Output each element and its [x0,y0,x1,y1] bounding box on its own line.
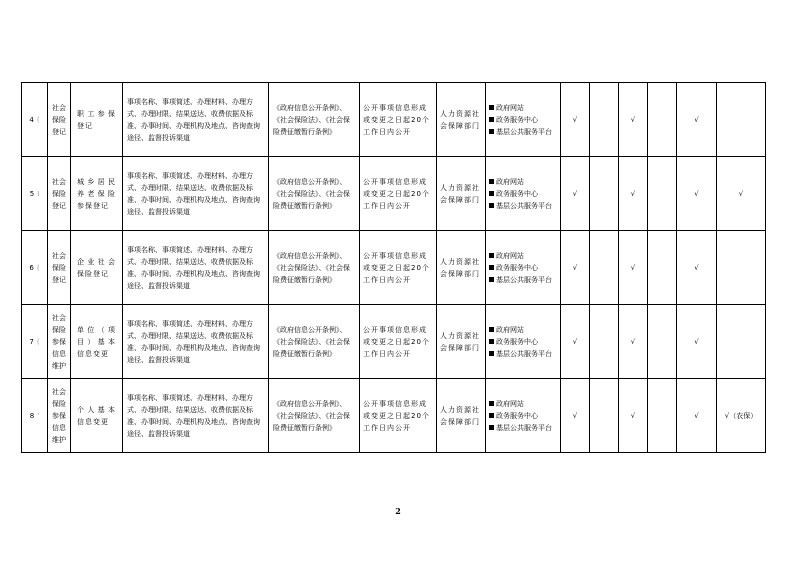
channel-item [489,410,557,422]
row-number-artifact: ' [37,411,40,420]
checkmark-cell: √ [561,305,590,379]
filled-square-icon [489,265,494,270]
channel-label: 基层公共服务平台 [496,423,552,432]
row-number: 8 [29,411,35,420]
checkmark-cell [590,83,619,157]
disclosure-channels [486,231,561,305]
channel-item [489,336,557,348]
checkmark-cell: √ [619,379,648,453]
page-number: 2 [395,506,401,516]
filled-square-icon [489,327,494,332]
channel-label: 政府网站 [496,103,524,112]
row-number-cell [22,305,48,379]
disclosure-subject: 人力资源社会保障部门 [437,157,486,231]
channel-item [489,176,557,188]
checkmark-cell [717,231,766,305]
item-name: 社会保险登记 [48,231,71,305]
row-number-cell [22,231,48,305]
row-number-artifact: ( [36,115,40,124]
filled-square-icon [489,425,494,430]
channel-item [489,114,557,126]
checkmark-cell: √ [561,83,590,157]
checkmark-cell: √ [677,157,717,231]
checkmark-cell: √ [619,231,648,305]
disclosure-time-limit: 公开事项信息形成或变更之日起20个工作日内公开 [360,379,437,453]
disclosure-table [21,82,766,453]
disclosure-channels [486,305,561,379]
disclosure-time-limit: 公开事项信息形成或变更之日起20个工作日内公开 [360,83,437,157]
channel-item [489,200,557,212]
channel-label: 政务服务中心 [496,337,538,346]
disclosure-subject: 人力资源社会保障部门 [437,231,486,305]
channel-label: 基层公共服务平台 [496,201,552,210]
row-number: 6 [29,263,34,272]
channel-label: 基层公共服务平台 [496,275,552,284]
checkmark-cell: √ [677,83,717,157]
checkmark-cell: √ [619,305,648,379]
channel-label: 政府网站 [496,325,524,334]
disclosure-basis: 《政府信息公开条例》、《社会保险法》、《社会保险费征缴暂行条例》 [269,379,360,453]
channel-label: 政务服务中心 [496,411,538,420]
disclosure-content: 事项名称、事项简述、办理材料、办理方式、办理时限、结果送达、收费依据及标准、办事时间、办理机构及地点、咨询查询途径、监督投诉渠道 [123,157,269,231]
channel-label: 政务服务中心 [496,115,538,124]
item-name: 社会保险登记 [48,83,71,157]
channel-item [489,324,557,336]
checkmark-cell [648,157,677,231]
checkmark-cell [590,231,619,305]
disclosure-channels [486,157,561,231]
row-number-artifact: ( [36,263,40,272]
disclosure-time-limit: 公开事项信息形成或变更之日起20个工作日内公开 [360,231,437,305]
filled-square-icon [489,117,494,122]
filled-square-icon [489,203,494,208]
disclosure-basis: 《政府信息公开条例》、《社会保险法》、《社会保险费征缴暂行条例》 [269,305,360,379]
checkmark-cell: √ [561,379,590,453]
checkmark-cell [590,157,619,231]
table-row [22,305,766,379]
disclosure-time-limit: 公开事项信息形成或变更之日起20个工作日内公开 [360,157,437,231]
filled-square-icon [489,253,494,258]
row-number-cell [22,83,48,157]
channel-label: 政府网站 [496,399,524,408]
channel-item [489,274,557,286]
row-number-cell [22,379,48,453]
table-row [22,157,766,231]
disclosure-subject: 人力资源社会保障部门 [437,305,486,379]
disclosure-content: 事项名称、事项简述、办理材料、办理方式、办理时限、结果送达、收费依据及标准、办事时间、办理机构及地点、咨询查询途径、监督投诉渠道 [123,231,269,305]
checkmark-cell: √ [717,157,766,231]
row-number: 7 [29,337,34,346]
row-number-artifact: ( [36,337,40,346]
checkmark-cell: √ [561,157,590,231]
checkmark-cell: √ [619,83,648,157]
filled-square-icon [489,105,494,110]
filled-square-icon [489,191,494,196]
item-name: 社会保险登记 [48,157,71,231]
filled-square-icon [489,277,494,282]
row-number: 4 [29,115,34,124]
channel-item [489,348,557,360]
disclosure-content: 事项名称、事项简述、办理材料、办理方式、办理时限、结果送达、收费依据及标准、办事时间、办理机构及地点、咨询查询途径、监督投诉渠道 [123,83,269,157]
channel-item [489,188,557,200]
table-row [22,379,766,453]
subitem-name: 企业社会保险登记 [71,231,123,305]
table-row [22,83,766,157]
filled-square-icon [489,413,494,418]
row-number-artifact: I [37,189,40,198]
disclosure-basis: 《政府信息公开条例》、《社会保险法》、《社会保险费征缴暂行条例》 [269,157,360,231]
channel-item [489,422,557,434]
checkmark-cell: √ [677,379,717,453]
checkmark-cell: √ [677,305,717,379]
filled-square-icon [489,129,494,134]
subitem-name: 职工参保登记 [71,83,123,157]
checkmark-cell: √ [561,231,590,305]
checkmark-cell: √ [677,231,717,305]
item-name: 社会保险参保信息维护 [48,305,71,379]
checkmark-cell [648,379,677,453]
channel-item [489,250,557,262]
disclosure-subject: 人力资源社会保障部门 [437,83,486,157]
checkmark-cell [717,83,766,157]
channel-label: 政府网站 [496,251,524,260]
item-name: 社会保险参保信息维护 [48,379,71,453]
disclosure-basis: 《政府信息公开条例》、《社会保险法》、《社会保险费征缴暂行条例》 [269,83,360,157]
checkmark-cell [717,305,766,379]
disclosure-basis: 《政府信息公开条例》、《社会保险法》、《社会保险费征缴暂行条例》 [269,231,360,305]
channel-item [489,262,557,274]
filled-square-icon [489,401,494,406]
channel-label: 基层公共服务平台 [496,127,552,136]
channel-item [489,398,557,410]
checkmark-cell [648,231,677,305]
disclosure-channels [486,83,561,157]
checkmark-cell: √（农保） [717,379,766,453]
channel-item [489,102,557,114]
subitem-name: 城乡居民养老保险参保登记 [71,157,123,231]
filled-square-icon [489,351,494,356]
subitem-name: 单位（项目）基本信息变更 [71,305,123,379]
checkmark-cell [648,305,677,379]
checkmark-cell [590,379,619,453]
checkmark-cell [648,83,677,157]
channel-label: 政府网站 [496,177,524,186]
disclosure-content: 事项名称、事项简述、办理材料、办理方式、办理时限、结果送达、收费依据及标准、办事时间、办理机构及地点、咨询查询途径、监督投诉渠道 [123,379,269,453]
row-number: 5 [29,189,35,198]
table-row [22,231,766,305]
row-number-cell [22,157,48,231]
channel-label: 政务服务中心 [496,263,538,272]
subitem-name: 个人基本信息变更 [71,379,123,453]
channel-label: 基层公共服务平台 [496,349,552,358]
disclosure-content: 事项名称、事项简述、办理材料、办理方式、办理时限、结果送达、收费依据及标准、办事时间、办理机构及地点、咨询查询途径、监督投诉渠道 [123,305,269,379]
checkmark-cell [590,305,619,379]
disclosure-time-limit: 公开事项信息形成或变更之日起20个工作日内公开 [360,305,437,379]
disclosure-channels [486,379,561,453]
filled-square-icon [489,179,494,184]
channel-item [489,126,557,138]
filled-square-icon [489,339,494,344]
checkmark-cell: √ [619,157,648,231]
disclosure-subject: 人力资源社会保障部门 [437,379,486,453]
channel-label: 政务服务中心 [496,189,538,198]
